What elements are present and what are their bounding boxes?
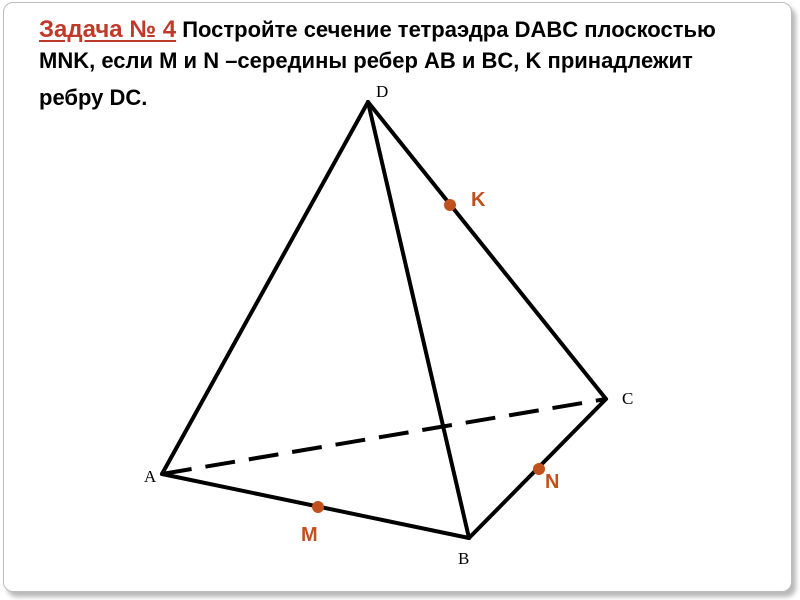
point-n [533, 463, 545, 475]
task-text-line2: MNK, если M и N –середины ребер AB и BC, K принадлежит [39, 48, 693, 73]
edge-ac-hidden [162, 399, 606, 474]
point-m [312, 501, 324, 513]
vertex-label-d: D [376, 82, 389, 101]
vertex-label-b: B [458, 549, 470, 568]
task-text-line1: Постройте сечение тетраэдра DABC плоскостью [176, 17, 716, 42]
point-label-n: N [545, 471, 560, 493]
vertex-label-c: C [622, 389, 634, 408]
point-label-k: K [471, 189, 486, 211]
point-label-m: M [301, 524, 318, 546]
task-title: Задача № 4 [39, 16, 177, 43]
edge-da [162, 102, 368, 474]
task-text-line3: ребру DC. [39, 85, 148, 110]
point-k [444, 199, 456, 211]
vertex-label-a: A [144, 467, 157, 486]
